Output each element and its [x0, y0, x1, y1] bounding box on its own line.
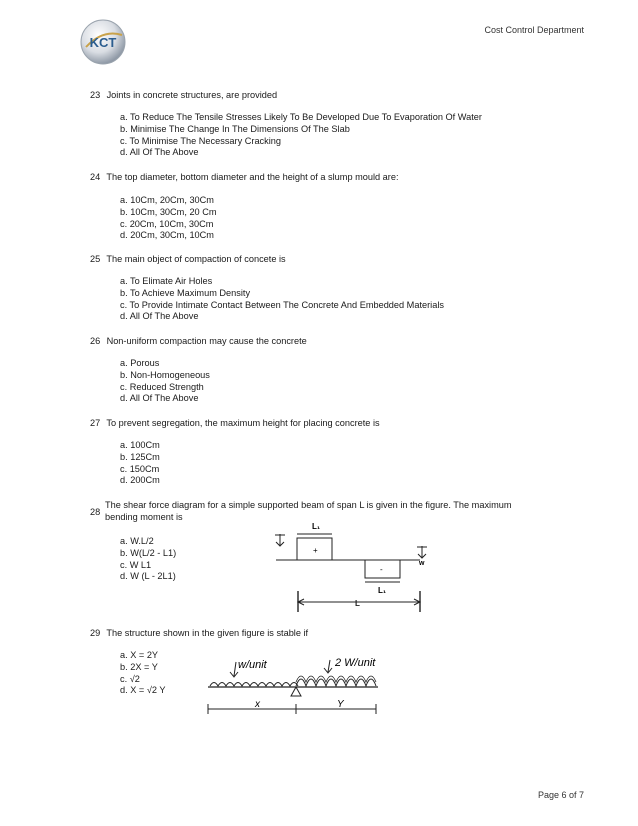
overhang-beam-diagram	[200, 652, 400, 724]
option-d: d. All Of The Above	[120, 147, 199, 158]
label-l1-bottom: L₁	[378, 586, 387, 595]
option-d: d. 200Cm	[120, 475, 160, 486]
option-a: a. To Elimate Air Holes	[120, 276, 213, 286]
question-number: 29	[90, 628, 101, 638]
option-a: a. 10Cm, 20Cm, 30Cm	[120, 195, 214, 205]
left-support-icon	[275, 534, 285, 546]
pin-support-icon	[291, 687, 301, 696]
question-text: The structure shown in the given figure is stable if	[106, 628, 309, 638]
option-d: d. All Of The Above	[120, 393, 199, 404]
question-28-text: The shear force diagram for a simple supported beam of span L is given in the figure. The maximum bending moment is	[105, 500, 512, 522]
option-c: c. To Provide Intimate Contact Between The Concrete And Embedded Materials	[120, 299, 444, 310]
option-c: c. Reduced Strength	[120, 381, 204, 392]
plus-sign: +	[313, 546, 318, 555]
question-text: Joints in concrete structures, are provided	[106, 90, 278, 100]
right-support-icon	[417, 546, 427, 558]
question-number: 25	[90, 254, 101, 264]
label-y: Y	[337, 699, 344, 710]
question-number: 26	[90, 336, 101, 346]
option-c: c. To Minimise The Necessary Cracking	[120, 135, 282, 146]
option-d: d. X = √2 Y	[120, 685, 166, 696]
question-29	[90, 627, 308, 639]
options-27	[120, 440, 160, 487]
page-number: Page 6 of 7	[537, 790, 584, 800]
options-23	[120, 112, 482, 159]
question-number: 24	[90, 172, 101, 182]
department-header: Cost Control Department	[484, 25, 584, 35]
label-w: w	[419, 560, 425, 567]
option-b: b. Non-Homogeneous	[120, 369, 210, 380]
options-24	[120, 195, 217, 242]
question-text: The main object of compaction of concete is	[106, 254, 286, 264]
option-d: d. 20Cm, 30Cm, 10Cm	[120, 230, 214, 241]
question-23	[90, 89, 277, 101]
option-b: b. Minimise The Change In The Dimensions Of The Slab	[120, 123, 350, 134]
shear-force-diagram	[270, 518, 440, 616]
option-c: c. √2	[120, 673, 140, 684]
question-text: Non-uniform compaction may cause the concrete	[106, 336, 307, 346]
question-25	[90, 253, 286, 265]
option-d: d. W (L - 2L1)	[120, 571, 176, 582]
option-a: a. To Reduce The Tensile Stresses Likely To Be Developed Due To Evaporation Of Water	[120, 112, 482, 122]
option-b: b. 125Cm	[120, 451, 160, 462]
company-logo	[78, 17, 128, 67]
question-number: 23	[90, 90, 101, 100]
label-x: x	[255, 699, 260, 710]
option-a: a. X = 2Y	[120, 650, 159, 660]
option-c: c. 20Cm, 10Cm, 30Cm	[120, 218, 214, 229]
question-number: 28	[90, 507, 101, 517]
uniform-load-left	[210, 683, 298, 687]
option-b: b. 2X = Y	[120, 661, 158, 672]
question-24	[90, 171, 399, 183]
question-27	[90, 417, 380, 429]
minus-sign: -	[380, 565, 383, 574]
option-b: b. W(L/2 - L1)	[120, 547, 177, 558]
question-number: 27	[90, 418, 101, 428]
options-29	[120, 650, 165, 697]
options-26	[120, 358, 210, 405]
option-a: a. 100Cm	[120, 440, 160, 450]
question-26	[90, 335, 307, 347]
option-b: b. To Achieve Maximum Density	[120, 287, 251, 298]
option-b: b. 10Cm, 30Cm, 20 Cm	[120, 206, 217, 217]
label-l1-top: L₁	[312, 522, 321, 531]
options-25	[120, 276, 444, 323]
question-text: The top diameter, bottom diameter and the height of a slump mould are:	[106, 172, 399, 182]
load-right-label: 2 W/unit	[335, 657, 376, 669]
option-d: d. All Of The Above	[120, 311, 199, 322]
options-28	[120, 536, 176, 583]
option-c: c. 150Cm	[120, 463, 160, 474]
option-a: a. W.L/2	[120, 536, 154, 546]
question-text: To prevent segregation, the maximum height for placing concrete is	[106, 418, 380, 428]
load-left-label: w/unit	[238, 659, 267, 671]
option-c: c. W L1	[120, 559, 152, 570]
label-l: L	[355, 599, 360, 608]
logo-text: KCT	[89, 35, 117, 50]
option-a: a. Porous	[120, 358, 160, 368]
